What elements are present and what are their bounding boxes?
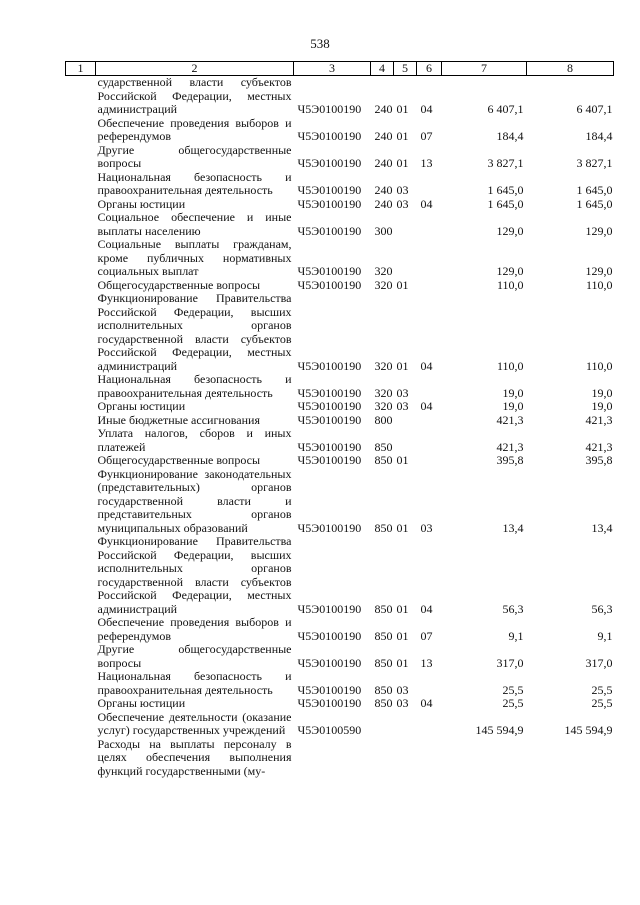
row-expense-type: 300 <box>374 223 393 238</box>
row-amount-col8: 129,0 <box>585 264 613 278</box>
row-amount-col8: 421,3 <box>585 439 613 454</box>
row-subsection: 04 <box>420 399 433 413</box>
row-code: Ч5Э0100190 <box>297 223 362 238</box>
row-expense-type: 850 <box>374 601 393 616</box>
row-expense-type: 240 <box>374 129 393 143</box>
row-subsection: 13 <box>420 655 433 670</box>
table-row <box>66 697 614 711</box>
row-expense-type: 240 <box>374 196 393 211</box>
table-row <box>66 454 614 468</box>
row-name: Функционирование законодательных (представительных) органов государственной власти и представительных органов муниципальных образований <box>97 466 292 535</box>
column-header: 3 <box>294 62 371 76</box>
table-row <box>66 76 614 117</box>
row-number-cell <box>66 697 96 711</box>
row-name: сударственной власти субъектов Российской Федерации, местных администраций <box>97 75 292 116</box>
row-subsection: 04 <box>420 196 433 211</box>
row-section: 01 <box>396 453 409 467</box>
row-expense-type <box>371 738 394 779</box>
row-expense-type: 850 <box>374 628 393 643</box>
table-row <box>66 711 614 738</box>
row-name: Органы юстиции <box>97 696 186 710</box>
row-code: Ч5Э0100190 <box>297 520 362 535</box>
row-code: Ч5Э0100190 <box>297 399 362 413</box>
column-header: 7 <box>442 62 527 76</box>
table-header-row <box>66 62 614 76</box>
row-code: Ч5Э0100190 <box>297 453 362 467</box>
row-code: Ч5Э0100190 <box>297 183 362 197</box>
row-section: 01 <box>396 156 409 170</box>
row-section: 03 <box>396 399 409 413</box>
row-number-cell <box>66 468 96 536</box>
row-code: Ч5Э0100190 <box>297 264 362 278</box>
row-amount-col7: 110,0 <box>496 277 524 292</box>
row-subsection: 04 <box>420 358 433 373</box>
table-row <box>66 427 614 454</box>
row-code: Ч5Э0100190 <box>297 682 362 697</box>
table-row <box>66 279 614 293</box>
table-row <box>66 292 614 373</box>
row-subsection <box>417 738 442 779</box>
row-name: Органы юстиции <box>97 196 186 211</box>
row-name: Расходы на выплаты персоналу в целях обеспечения выполнения функций государственными (му- <box>97 736 292 778</box>
row-amount-col8: 184,4 <box>585 129 613 143</box>
row-number-cell <box>66 414 96 428</box>
row-code: Ч5Э0100190 <box>297 412 362 427</box>
column-header: 1 <box>66 62 96 76</box>
row-expense-type: 850 <box>374 682 393 697</box>
table-row <box>66 616 614 643</box>
row-section: 01 <box>396 277 409 292</box>
row-amount-col8: 56,3 <box>591 601 613 616</box>
row-name: Уплата налогов, сборов и иных платежей <box>97 426 292 454</box>
row-subsection: 04 <box>420 601 433 616</box>
row-expense-type: 320 <box>374 277 393 292</box>
table-body <box>66 76 614 779</box>
row-code <box>294 738 371 779</box>
row-section: 01 <box>396 628 409 643</box>
row-name: Органы юстиции <box>97 399 186 413</box>
row-expense-type: 320 <box>374 264 393 278</box>
row-number-cell <box>66 117 96 144</box>
row-amount-col8: 19,0 <box>591 385 613 400</box>
row-name: Функционирование Правительства Российской Федерации, высших исполнительных органов государственной власти субъектов Российской Федерации, местных администраций <box>97 534 292 616</box>
row-expense-type: 320 <box>374 385 393 400</box>
row-name: Обеспечение проведения выборов и референдумов <box>97 615 292 643</box>
row-name: Обеспечение деятельности (оказание услуг) государственных учреждений <box>97 709 292 737</box>
row-section: 01 <box>396 520 409 535</box>
table-row <box>66 117 614 144</box>
row-number-cell <box>66 711 96 738</box>
row-number-cell <box>66 535 96 616</box>
row-amount-col7: 6 407,1 <box>487 102 524 116</box>
row-name: Социальные выплаты гражданам, кроме публичных нормативных социальных выплат <box>97 237 292 278</box>
row-number-cell <box>66 279 96 293</box>
row-name: Функционирование Правительства Российской Федерации, высших исполнительных органов государственной власти субъектов Российской Федерации, местных администраций <box>97 291 292 373</box>
table-row <box>66 198 614 212</box>
row-number-cell <box>66 171 96 198</box>
table-row <box>66 373 614 400</box>
row-code: Ч5Э0100190 <box>297 156 362 170</box>
row-section <box>394 427 417 454</box>
row-subsection <box>417 414 442 428</box>
row-subsection: 07 <box>420 129 433 143</box>
row-amount-col8: 25,5 <box>591 682 613 697</box>
row-expense-type: 850 <box>374 453 393 467</box>
row-expense-type: 320 <box>374 358 393 373</box>
row-section: 03 <box>396 682 409 697</box>
column-header: 8 <box>527 62 614 76</box>
row-code: Ч5Э0100590 <box>297 723 362 737</box>
row-subsection: 13 <box>420 156 433 170</box>
table-row <box>66 238 614 279</box>
row-amount-col7: 421,3 <box>496 412 524 427</box>
row-amount-col8 <box>527 738 614 779</box>
row-section: 03 <box>396 385 409 400</box>
row-section <box>394 211 417 238</box>
row-section: 01 <box>396 655 409 670</box>
table-row <box>66 414 614 428</box>
row-amount-col8: 9,1 <box>597 628 613 643</box>
row-expense-type: 240 <box>374 183 393 197</box>
row-amount-col7: 395,8 <box>496 453 524 467</box>
row-subsection <box>417 454 442 468</box>
row-number-cell <box>66 211 96 238</box>
row-amount-col8: 145 594,9 <box>564 723 613 737</box>
row-subsection <box>417 670 442 697</box>
row-name: Национальная безопасность и правоохранительная деятельность <box>97 372 292 400</box>
column-header: 5 <box>394 62 417 76</box>
row-expense-type <box>371 711 394 738</box>
row-amount-col8: 1 645,0 <box>576 183 613 197</box>
row-subsection <box>417 427 442 454</box>
table-row <box>66 400 614 414</box>
row-amount-col7: 25,5 <box>502 682 524 697</box>
row-section: 03 <box>396 183 409 197</box>
row-subsection: 03 <box>420 520 433 535</box>
row-section <box>394 711 417 738</box>
row-section: 01 <box>396 601 409 616</box>
row-amount-col7: 145 594,9 <box>475 723 524 737</box>
row-expense-type: 850 <box>374 696 393 710</box>
row-number-cell <box>66 738 96 779</box>
row-subsection: 04 <box>420 102 433 116</box>
row-section <box>394 414 417 428</box>
row-number-cell <box>66 670 96 697</box>
row-amount-col7: 9,1 <box>508 628 524 643</box>
row-amount-col7: 421,3 <box>496 439 524 454</box>
row-amount-col8: 110,0 <box>585 277 613 292</box>
table-row <box>66 738 614 779</box>
table-row <box>66 643 614 670</box>
row-section: 03 <box>396 696 409 710</box>
row-amount-col7: 129,0 <box>496 264 524 278</box>
row-amount-col8: 19,0 <box>591 399 613 413</box>
row-amount-col8: 6 407,1 <box>576 102 613 116</box>
row-expense-type: 850 <box>374 655 393 670</box>
row-amount-col8: 25,5 <box>591 696 613 710</box>
row-code: Ч5Э0100190 <box>297 358 362 373</box>
table-row <box>66 144 614 171</box>
row-subsection <box>417 238 442 279</box>
row-name: Общегосударственные вопросы <box>97 453 261 467</box>
row-number-cell <box>66 76 96 117</box>
row-code: Ч5Э0100190 <box>297 385 362 400</box>
row-number-cell <box>66 238 96 279</box>
row-number-cell <box>66 198 96 212</box>
row-name: Социальное обеспечение и иные выплаты населению <box>97 210 292 238</box>
row-number-cell <box>66 292 96 373</box>
row-subsection <box>417 279 442 293</box>
row-amount-col7: 184,4 <box>496 129 524 143</box>
row-section <box>394 738 417 779</box>
row-section <box>394 238 417 279</box>
row-amount-col7: 3 827,1 <box>487 156 524 170</box>
row-code: Ч5Э0100190 <box>297 102 362 116</box>
row-expense-type: 800 <box>374 412 393 427</box>
table-row <box>66 670 614 697</box>
row-code: Ч5Э0100190 <box>297 655 362 670</box>
row-code: Ч5Э0100190 <box>297 196 362 211</box>
row-number-cell <box>66 373 96 400</box>
row-number-cell <box>66 454 96 468</box>
row-name: Общегосударственные вопросы <box>97 277 261 292</box>
table-row <box>66 535 614 616</box>
row-amount-col7 <box>442 738 527 779</box>
row-expense-type: 240 <box>374 156 393 170</box>
row-amount-col8: 3 827,1 <box>576 156 613 170</box>
row-subsection: 04 <box>420 696 433 710</box>
table-row <box>66 468 614 536</box>
row-section: 01 <box>396 102 409 116</box>
row-amount-col7: 317,0 <box>496 655 524 670</box>
row-number-cell <box>66 616 96 643</box>
row-amount-col8: 13,4 <box>591 520 613 535</box>
row-expense-type: 850 <box>374 439 393 454</box>
row-subsection <box>417 211 442 238</box>
row-name: Другие общегосударственные вопросы <box>97 142 292 170</box>
row-amount-col8: 129,0 <box>585 223 613 238</box>
row-subsection <box>417 711 442 738</box>
row-amount-col7: 19,0 <box>502 385 524 400</box>
table-row <box>66 211 614 238</box>
row-amount-col7: 13,4 <box>502 520 524 535</box>
column-header: 6 <box>417 62 442 76</box>
row-code: Ч5Э0100190 <box>297 129 362 143</box>
row-amount-col8: 395,8 <box>585 453 613 467</box>
row-name: Другие общегосударственные вопросы <box>97 642 292 670</box>
row-subsection: 07 <box>420 628 433 643</box>
row-amount-col7: 1 645,0 <box>487 183 524 197</box>
row-code: Ч5Э0100190 <box>297 277 362 292</box>
row-expense-type: 850 <box>374 520 393 535</box>
row-amount-col7: 129,0 <box>496 223 524 238</box>
row-expense-type: 240 <box>374 102 393 116</box>
table-row <box>66 171 614 198</box>
row-amount-col7: 56,3 <box>502 601 524 616</box>
row-name: Обеспечение проведения выборов и референдумов <box>97 115 292 143</box>
row-subsection <box>417 373 442 400</box>
row-amount-col8: 110,0 <box>585 358 613 373</box>
row-section: 01 <box>396 129 409 143</box>
row-number-cell <box>66 400 96 414</box>
row-amount-col7: 19,0 <box>502 399 524 413</box>
row-number-cell <box>66 427 96 454</box>
row-section: 01 <box>396 358 409 373</box>
column-header: 4 <box>371 62 394 76</box>
row-number-cell <box>66 643 96 670</box>
row-code: Ч5Э0100190 <box>297 696 362 710</box>
row-name: Иные бюджетные ассигнования <box>97 412 260 427</box>
column-header: 2 <box>96 62 294 76</box>
page-number: 538 <box>310 36 330 51</box>
row-amount-col7: 110,0 <box>496 358 524 373</box>
row-amount-col8: 317,0 <box>585 655 613 670</box>
row-code: Ч5Э0100190 <box>297 439 362 454</box>
row-amount-col7: 25,5 <box>502 696 524 710</box>
row-section: 03 <box>396 196 409 211</box>
row-expense-type: 320 <box>374 399 393 413</box>
row-subsection <box>417 171 442 198</box>
row-amount-col8: 1 645,0 <box>576 196 613 211</box>
budget-table <box>65 61 614 778</box>
row-name: Национальная безопасность и правоохранительная деятельность <box>97 669 292 697</box>
row-amount-col8: 421,3 <box>585 412 613 427</box>
row-code: Ч5Э0100190 <box>297 628 362 643</box>
row-code: Ч5Э0100190 <box>297 601 362 616</box>
row-number-cell <box>66 144 96 171</box>
row-name: Национальная безопасность и правоохранительная деятельность <box>97 169 292 197</box>
row-amount-col7: 1 645,0 <box>487 196 524 211</box>
